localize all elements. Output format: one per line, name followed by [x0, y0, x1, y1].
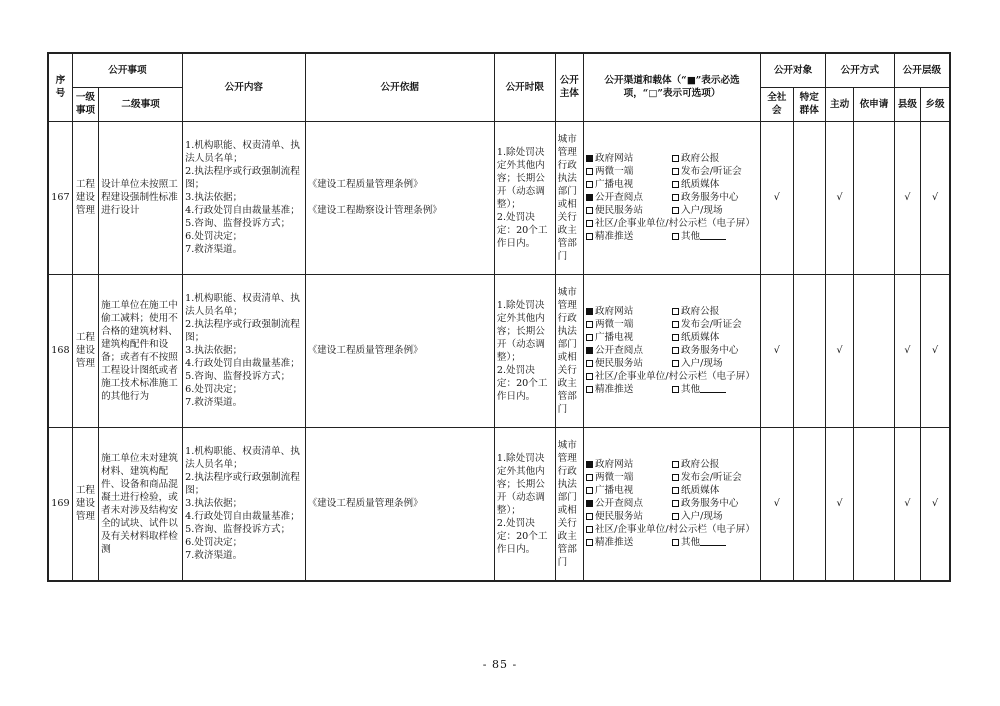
check-method-active: √ — [825, 121, 853, 274]
unchecked-box-icon — [586, 487, 593, 494]
unchecked-box-icon — [586, 321, 593, 328]
channel-option — [672, 497, 758, 510]
row-channels — [583, 274, 760, 427]
unchecked-box-icon — [672, 194, 679, 201]
channel-label: 精准推送 — [594, 384, 634, 395]
unchecked-box-icon — [672, 155, 679, 162]
unchecked-box-icon — [672, 513, 679, 520]
channel-label: 便民服务站 — [594, 511, 643, 522]
check-target-special — [793, 427, 825, 581]
row-basis: 《建设工程质量管理条例》 — [305, 427, 494, 581]
channel-option — [586, 344, 672, 357]
channel-option — [586, 165, 672, 178]
check-target-all: √ — [761, 274, 793, 427]
unchecked-box-icon — [672, 347, 679, 354]
unchecked-box-icon — [672, 539, 679, 546]
check-method-request — [854, 274, 894, 427]
row-level1: 工程建设管理 — [72, 427, 98, 581]
channel-option — [672, 331, 758, 344]
header-basis: 公开依据 — [305, 53, 494, 121]
row-content: 1.机构职能、权责清单、执法人员名单； 2.执法程序或行政强制流程图； 3.执法依据； 4.行政处罚自由裁量基准； 5.咨询、监督投诉方式； 6.处罚决定； 7.救济渠道。 — [183, 274, 305, 427]
channel-label: 其他 — [680, 537, 701, 548]
unchecked-box-icon — [586, 360, 593, 367]
channel-label: 其他 — [680, 231, 701, 242]
header-level-town: 乡级 — [921, 87, 950, 121]
row-time: 1.除处罚决定外其他内容；长期公开（动态调整）； 2.处罚决定：20个工作日内。 — [494, 121, 555, 274]
unchecked-box-icon — [672, 500, 679, 507]
channel-option — [672, 344, 758, 357]
channel-option — [672, 191, 758, 204]
channel-option — [586, 357, 672, 370]
row-level2: 施工单位在施工中偷工减料；使用不合格的建筑材料、建筑构配件和设备；或者有不按照工程设计图纸或者施工技术标准施工的其他行为 — [99, 274, 183, 427]
channel-option — [672, 305, 758, 318]
channel-list — [586, 305, 758, 396]
channel-label: 社区/企事业单位/村公示栏（电子屏） — [594, 371, 755, 382]
row-subject: 城市管理行政执法部门或相关行政主管部门 — [555, 427, 583, 581]
row-time: 1.除处罚决定外其他内容；长期公开（动态调整）； 2.处罚决定：20个工作日内。 — [494, 274, 555, 427]
channel-label: 政府网站 — [594, 153, 634, 164]
channel-label: 政府公报 — [680, 459, 720, 470]
header-level2: 二级事项 — [99, 87, 183, 121]
channel-option — [672, 536, 758, 549]
channel-label: 公开查阅点 — [594, 498, 643, 509]
channel-option — [672, 204, 758, 217]
channel-label: 两微一端 — [594, 472, 634, 483]
unchecked-box-icon — [672, 487, 679, 494]
channel-label: 两微一端 — [594, 166, 634, 177]
unchecked-box-icon — [672, 461, 679, 468]
unchecked-box-icon — [672, 360, 679, 367]
row-basis: 《建设工程质量管理条例》 《建设工程勘察设计管理条例》 — [305, 121, 494, 274]
channel-option — [672, 152, 758, 165]
row-basis: 《建设工程质量管理条例》 — [305, 274, 494, 427]
channel-option — [672, 357, 758, 370]
header-method-request: 依申请 — [854, 87, 894, 121]
header-content: 公开内容 — [183, 53, 305, 121]
channel-label: 发布会/听证会 — [680, 319, 742, 330]
channel-label: 公开查阅点 — [594, 192, 643, 203]
row-seq: 169 — [48, 427, 72, 581]
channel-option — [586, 178, 672, 191]
channel-option — [586, 471, 672, 484]
table-row — [48, 121, 950, 274]
channel-option — [586, 523, 758, 536]
channel-option — [586, 204, 672, 217]
check-level-town: √ — [921, 121, 950, 274]
header-level-county: 县级 — [894, 87, 920, 121]
unchecked-box-icon — [586, 539, 593, 546]
check-target-special — [793, 121, 825, 274]
channel-option — [672, 458, 758, 471]
row-level1: 工程建设管理 — [72, 121, 98, 274]
checked-box-icon — [586, 194, 593, 201]
channel-option — [586, 318, 672, 331]
row-channels — [583, 427, 760, 581]
channel-option — [586, 484, 672, 497]
row-level1: 工程建设管理 — [72, 274, 98, 427]
header-seq: 序号 — [48, 53, 72, 121]
header-level1: 一级事项 — [72, 87, 98, 121]
row-seq: 167 — [48, 121, 72, 274]
unchecked-box-icon — [586, 168, 593, 175]
channel-label: 政务服务中心 — [680, 345, 739, 356]
channel-label: 社区/企事业单位/村公示栏（电子屏） — [594, 218, 755, 229]
channel-label: 广播电视 — [594, 179, 634, 190]
checked-box-icon — [586, 155, 593, 162]
channel-option — [672, 165, 758, 178]
checked-box-icon — [586, 347, 593, 354]
unchecked-box-icon — [586, 220, 593, 227]
check-level-town: √ — [921, 427, 950, 581]
check-level-county: √ — [894, 274, 920, 427]
channel-option — [586, 331, 672, 344]
unchecked-box-icon — [672, 474, 679, 481]
channel-option — [586, 510, 672, 523]
channel-option — [672, 510, 758, 523]
header-method: 公开方式 — [825, 53, 894, 87]
checked-box-icon — [586, 461, 593, 468]
channel-label: 精准推送 — [594, 537, 634, 548]
table-body — [48, 121, 950, 581]
channel-option — [586, 383, 672, 396]
disclosure-table — [47, 52, 951, 582]
channel-option — [672, 471, 758, 484]
row-seq: 168 — [48, 274, 72, 427]
header-matter: 公开事项 — [72, 53, 182, 87]
row-subject: 城市管理行政执法部门或相关行政主管部门 — [555, 121, 583, 274]
unchecked-box-icon — [586, 474, 593, 481]
channel-label: 精准推送 — [594, 231, 634, 242]
channel-label: 发布会/听证会 — [680, 472, 742, 483]
check-level-county: √ — [894, 121, 920, 274]
channel-list — [586, 152, 758, 243]
unchecked-box-icon — [586, 181, 593, 188]
channel-option — [672, 383, 758, 396]
channel-label: 其他 — [680, 384, 701, 395]
header-subject: 公开主体 — [555, 53, 583, 121]
channel-label: 政府公报 — [680, 306, 720, 317]
channel-option — [672, 484, 758, 497]
channel-option — [586, 536, 672, 549]
channel-option — [672, 178, 758, 191]
header-channel: 公开渠道和载体（“■”表示必选项，“□”表示可选项） — [583, 53, 760, 121]
unchecked-box-icon — [586, 513, 593, 520]
check-method-request — [854, 121, 894, 274]
header-method-active: 主动 — [825, 87, 853, 121]
channel-list — [586, 458, 758, 549]
channel-label: 入户/现场 — [680, 205, 723, 216]
header-target: 公开对象 — [761, 53, 826, 87]
channel-option — [586, 370, 758, 383]
header-level: 公开层级 — [894, 53, 950, 87]
row-level2: 施工单位未对建筑材料、建筑构配件、设备和商品混凝土进行检验，或者未对涉及结构安全的试块、试件以及有关材料取样检测 — [99, 427, 183, 581]
unchecked-box-icon — [586, 526, 593, 533]
channel-label: 纸质媒体 — [680, 485, 720, 496]
row-subject: 城市管理行政执法部门或相关行政主管部门 — [555, 274, 583, 427]
unchecked-box-icon — [672, 233, 679, 240]
channel-label: 入户/现场 — [680, 358, 723, 369]
unchecked-box-icon — [586, 386, 593, 393]
channel-label: 政务服务中心 — [680, 192, 739, 203]
channel-option — [586, 191, 672, 204]
check-method-request — [854, 427, 894, 581]
row-content: 1.机构职能、权责清单、执法人员名单； 2.执法程序或行政强制流程图； 3.执法依据； 4.行政处罚自由裁量基准； 5.咨询、监督投诉方式； 6.处罚决定； 7.救济渠道。 — [183, 427, 305, 581]
channel-label: 两微一端 — [594, 319, 634, 330]
channel-option — [586, 217, 758, 230]
channel-label: 政府公报 — [680, 153, 720, 164]
channel-option — [672, 230, 758, 243]
unchecked-box-icon — [672, 334, 679, 341]
channel-label: 政府网站 — [594, 459, 634, 470]
channel-label: 便民服务站 — [594, 205, 643, 216]
channel-option — [586, 497, 672, 510]
unchecked-box-icon — [672, 308, 679, 315]
channel-option — [672, 318, 758, 331]
header-time: 公开时限 — [494, 53, 555, 121]
unchecked-box-icon — [672, 386, 679, 393]
unchecked-box-icon — [672, 168, 679, 175]
check-level-town: √ — [921, 274, 950, 427]
unchecked-box-icon — [586, 207, 593, 214]
header-target-special: 特定群体 — [793, 87, 825, 121]
channel-label: 广播电视 — [594, 485, 634, 496]
header-target-all: 全社会 — [761, 87, 793, 121]
check-target-all: √ — [761, 121, 793, 274]
row-content: 1.机构职能、权责清单、执法人员名单； 2.执法程序或行政强制流程图； 3.执法依据； 4.行政处罚自由裁量基准； 5.咨询、监督投诉方式； 6.处罚决定； 7.救济渠道。 — [183, 121, 305, 274]
blank-underline — [700, 383, 726, 393]
checked-box-icon — [586, 500, 593, 507]
channel-label: 公开查阅点 — [594, 345, 643, 356]
blank-underline — [700, 536, 726, 546]
channel-label: 发布会/听证会 — [680, 166, 742, 177]
checked-box-icon — [586, 308, 593, 315]
row-channels — [583, 121, 760, 274]
check-level-county: √ — [894, 427, 920, 581]
table-row — [48, 274, 950, 427]
check-method-active: √ — [825, 427, 853, 581]
unchecked-box-icon — [586, 334, 593, 341]
channel-option — [586, 152, 672, 165]
row-level2: 设计单位未按照工程建设强制性标准进行设计 — [99, 121, 183, 274]
channel-option — [586, 458, 672, 471]
channel-label: 便民服务站 — [594, 358, 643, 369]
channel-label: 纸质媒体 — [680, 332, 720, 343]
unchecked-box-icon — [672, 207, 679, 214]
channel-label: 入户/现场 — [680, 511, 723, 522]
channel-label: 纸质媒体 — [680, 179, 720, 190]
check-target-all: √ — [761, 427, 793, 581]
blank-underline — [700, 230, 726, 240]
channel-label: 政务服务中心 — [680, 498, 739, 509]
page-number: - 85 - — [482, 658, 518, 671]
unchecked-box-icon — [672, 321, 679, 328]
channel-label: 社区/企事业单位/村公示栏（电子屏） — [594, 524, 755, 535]
unchecked-box-icon — [586, 373, 593, 380]
channel-label: 政府网站 — [594, 306, 634, 317]
channel-label: 广播电视 — [594, 332, 634, 343]
channel-option — [586, 305, 672, 318]
table-row — [48, 427, 950, 581]
channel-option — [586, 230, 672, 243]
unchecked-box-icon — [586, 233, 593, 240]
check-method-active: √ — [825, 274, 853, 427]
check-target-special — [793, 274, 825, 427]
unchecked-box-icon — [672, 181, 679, 188]
row-time: 1.除处罚决定外其他内容；长期公开（动态调整）； 2.处罚决定：20个工作日内。 — [494, 427, 555, 581]
